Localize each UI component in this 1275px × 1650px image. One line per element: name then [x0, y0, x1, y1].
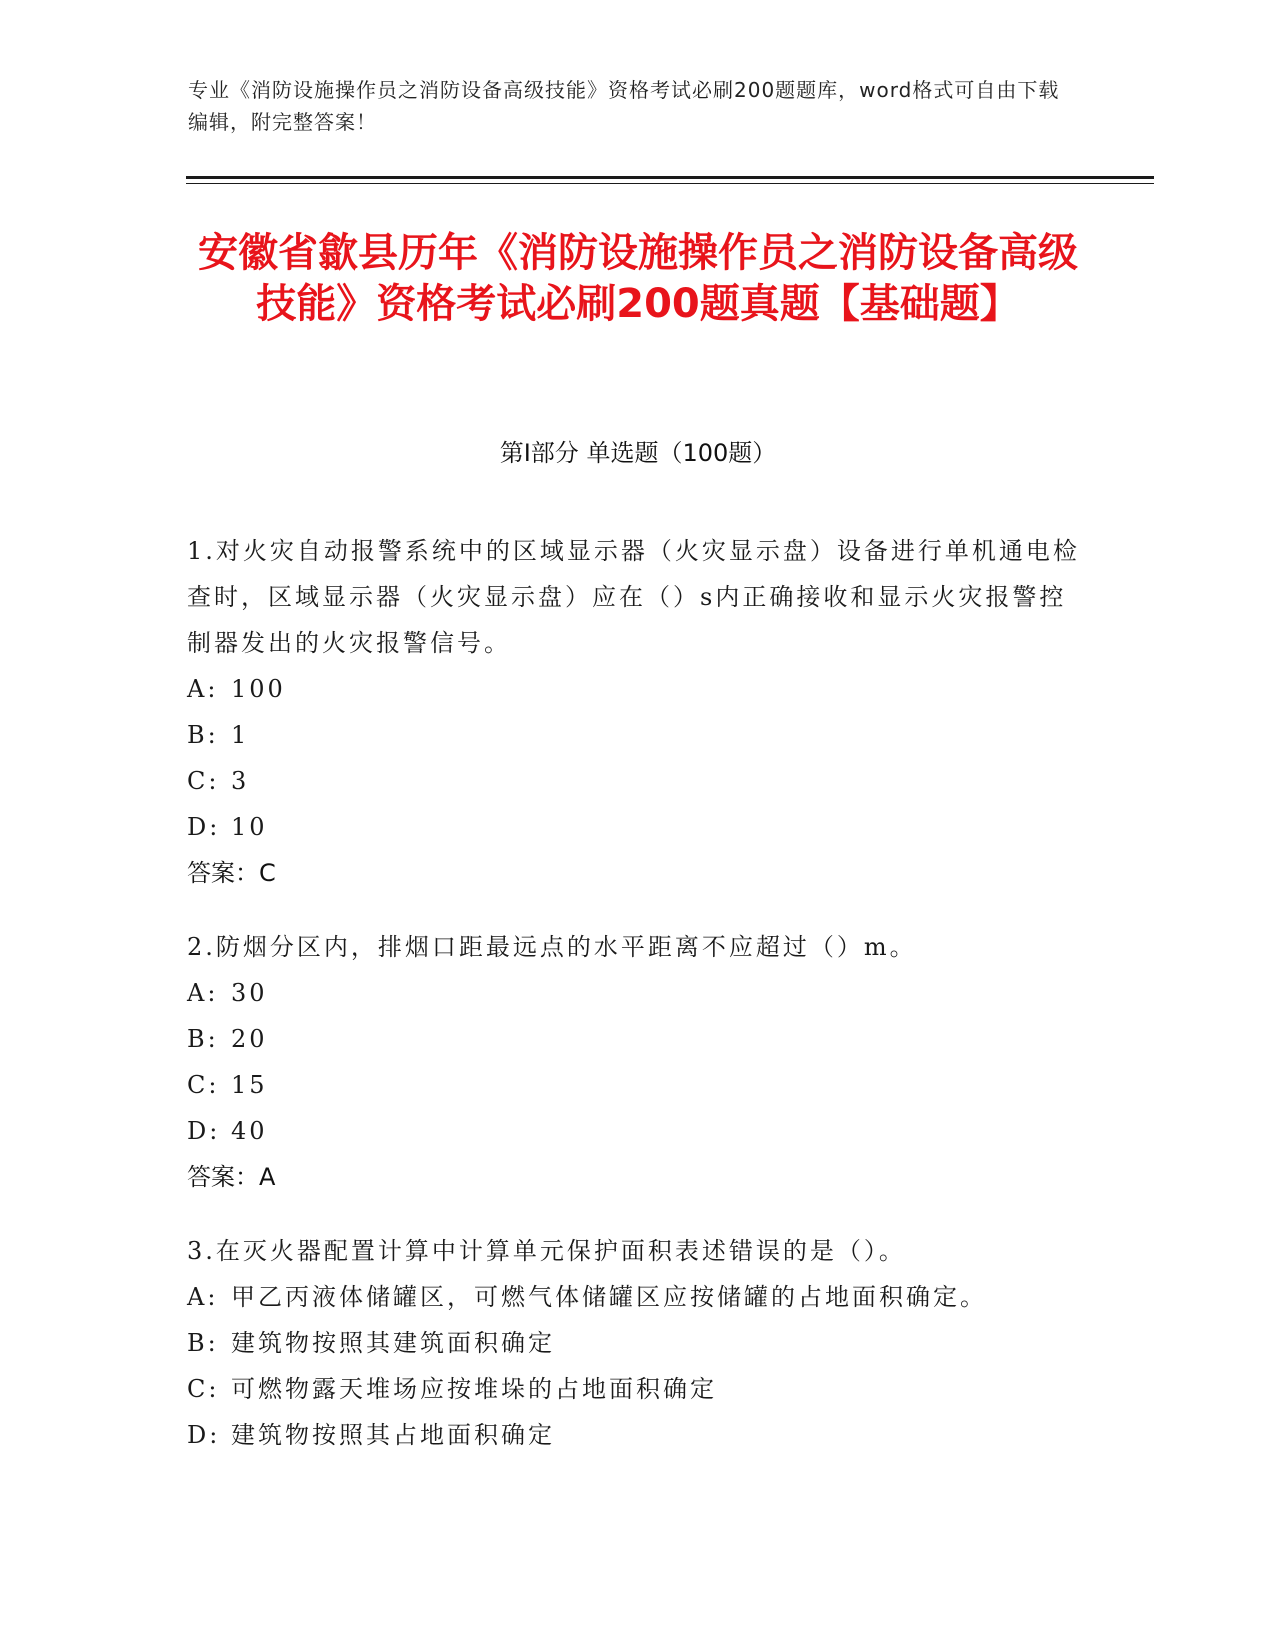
answer-line: 答案：C [187, 859, 276, 887]
option-b [187, 1016, 1087, 1062]
header-note: 专业《消防设施操作员之消防设备高级技能》资格考试必刷200题题库，word格式可自由下载编辑，附完整答案！ [188, 78, 1060, 134]
option-a [187, 666, 1087, 712]
option-letter: B: [187, 1329, 219, 1357]
question-2 [187, 924, 1087, 1200]
option-text: 建筑物按照其建筑面积确定 [231, 1329, 555, 1357]
option-letter: D: [187, 1421, 221, 1449]
option-letter: A: [187, 1283, 219, 1311]
option-text: 20 [231, 1025, 268, 1053]
option-letter: C: [187, 1071, 220, 1099]
option-letter: A: [187, 979, 219, 1007]
option-text: 1 [231, 721, 250, 749]
option-d [187, 1412, 1087, 1458]
question-stem: 3.在灭火器配置计算中计算单元保护面积表述错误的是（）。 [187, 1237, 906, 1265]
question-list [187, 528, 1087, 1486]
option-c [187, 1062, 1087, 1108]
option-letter: B: [187, 721, 219, 749]
answer-line: 答案：A [187, 1163, 276, 1191]
option-c [187, 1366, 1087, 1412]
option-text: 甲乙丙液体储罐区，可燃气体储罐区应按储罐的占地面积确定。 [231, 1283, 987, 1311]
question-3 [187, 1228, 1087, 1458]
option-text: 100 [231, 675, 286, 703]
option-d [187, 1108, 1087, 1154]
option-letter: D: [187, 1117, 221, 1145]
question-stem: 1.对火灾自动报警系统中的区域显示器（火灾显示盘）设备进行单机通电检查时，区域显示器（火灾显示盘）应在（）s内正确接收和显示火灾报警控制器发出的火灾报警信号。 [187, 537, 1080, 657]
option-letter: C: [187, 767, 220, 795]
question-stem: 2.防烟分区内，排烟口距最远点的水平距离不应超过（）m。 [187, 933, 917, 961]
option-text: 30 [231, 979, 268, 1007]
option-text: 建筑物按照其占地面积确定 [231, 1421, 555, 1449]
option-b [187, 1320, 1087, 1366]
option-text: 15 [231, 1071, 268, 1099]
option-b [187, 712, 1087, 758]
question-1 [187, 528, 1087, 896]
option-text: 10 [231, 813, 268, 841]
option-letter: B: [187, 1025, 219, 1053]
header-rule-thin [186, 183, 1154, 184]
option-c [187, 758, 1087, 804]
option-a [187, 1274, 1087, 1320]
option-text: 40 [231, 1117, 268, 1145]
header-rule-thick [186, 176, 1154, 179]
option-letter: C: [187, 1375, 220, 1403]
section-heading: 第I部分 单选题（100题） [499, 439, 777, 467]
option-d [187, 804, 1087, 850]
option-text: 可燃物露天堆场应按堆垛的占地面积确定 [231, 1375, 717, 1403]
option-text: 3 [231, 767, 250, 795]
option-a [187, 970, 1087, 1016]
option-letter: D: [187, 813, 221, 841]
document-title: 安徽省歙县历年《消防设施操作员之消防设备高级技能》资格考试必刷200题真题【基础题】 [198, 230, 1078, 327]
option-letter: A: [187, 675, 219, 703]
